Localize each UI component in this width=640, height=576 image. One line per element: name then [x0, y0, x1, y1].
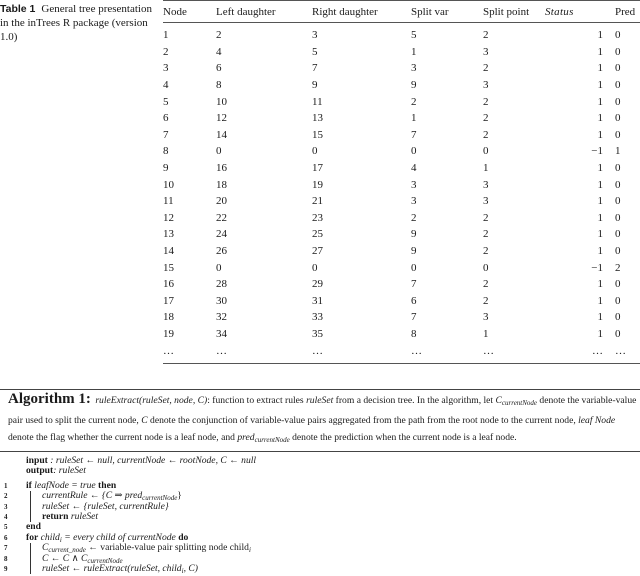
cell-right-daughter: 15	[312, 128, 323, 141]
desc-c: C	[495, 395, 502, 406]
table-row	[163, 93, 640, 110]
code-line-7	[0, 543, 640, 553]
cell-split-var: 9	[411, 79, 417, 92]
header-pred: Pred	[615, 5, 636, 18]
cell-left-daughter: 24	[216, 228, 227, 241]
cell-split-var: 1	[411, 112, 417, 125]
cell-left-daughter: 32	[216, 311, 227, 324]
code-text: ← variable-value pair splitting node child	[85, 542, 249, 554]
cell-pred: 0	[615, 162, 621, 175]
cell-split-var: 2	[411, 211, 417, 224]
table-row	[163, 77, 640, 94]
indent-bar	[30, 502, 31, 512]
cell-right-daughter: 33	[312, 311, 323, 324]
cell-status: 1	[597, 178, 603, 191]
cell-split-var: 7	[411, 278, 417, 291]
code-sub: current_node	[48, 546, 86, 555]
line-number: 9	[4, 564, 8, 573]
cell-node: 7	[163, 128, 169, 141]
cell-node: 10	[163, 178, 174, 191]
cell-node: 19	[163, 327, 174, 340]
table-caption	[0, 2, 152, 44]
cell-left-daughter: 22	[216, 211, 227, 224]
code-sub: i	[59, 535, 62, 544]
table-row	[163, 44, 640, 61]
cell-right-daughter: 29	[312, 278, 323, 291]
line-number: 8	[4, 554, 8, 563]
input-value: : ruleSet ← null, currentNode ← rootNode, C ← null	[47, 455, 257, 466]
caption-text: General tree presentation in the inTrees R package (version 1.0)	[0, 3, 152, 43]
line-number: 6	[4, 533, 8, 542]
keyword-end: end	[26, 521, 41, 533]
algorithm-top-rule	[0, 389, 640, 390]
table-row	[163, 127, 640, 144]
cell-status: 1	[597, 62, 603, 75]
cell-node: 15	[163, 261, 174, 274]
code-text: currentRule ← {C ⇒ pred	[42, 490, 143, 502]
line-number: 1	[4, 481, 8, 490]
cell-status: 1	[597, 112, 603, 125]
table-row	[163, 143, 640, 160]
cell-right-daughter: 23	[312, 211, 323, 224]
cell-pred: 0	[615, 327, 621, 340]
indent-bar	[30, 564, 31, 574]
cell-right-daughter: 0	[312, 145, 318, 158]
cell-split-point: 0	[483, 261, 489, 274]
cell-left-daughter: 12	[216, 112, 227, 125]
cell-split-point: 2	[483, 112, 489, 125]
desc-part: denote the conjunction of variable-value pairs aggregated from the path from the root node to the current node,	[147, 415, 579, 426]
desc-pred-sub: currentNode	[254, 436, 290, 444]
cell-split-var: 3	[411, 62, 417, 75]
desc-part: denote the variable-value pair used to split the current node,	[8, 395, 637, 426]
desc-leaf: leaf Node	[578, 415, 616, 426]
cell-pred: 0	[615, 311, 621, 324]
cell-node: …	[163, 344, 174, 357]
algorithm-mid-rule	[0, 451, 640, 452]
cell-node: 3	[163, 62, 169, 75]
cell-left-daughter: …	[216, 344, 227, 357]
table-row	[163, 60, 640, 77]
code-sub: i	[248, 546, 251, 555]
indent-bar	[30, 491, 31, 501]
cell-pred: …	[615, 344, 626, 357]
cell-pred: 0	[615, 79, 621, 92]
cell-split-point: 2	[483, 245, 489, 258]
cell-split-point: 2	[483, 294, 489, 307]
header-left-daughter: Left daughter	[216, 5, 276, 18]
cell-split-point: 3	[483, 45, 489, 58]
cell-node: 4	[163, 79, 169, 92]
cell-left-daughter: 8	[216, 79, 222, 92]
cell-pred: 0	[615, 294, 621, 307]
cell-right-daughter: …	[312, 344, 323, 357]
cell-node: 14	[163, 245, 174, 258]
cell-node: 9	[163, 162, 169, 175]
cell-status: 1	[597, 211, 603, 224]
desc-c2: C	[141, 415, 148, 426]
cell-right-daughter: 35	[312, 327, 323, 340]
cell-split-var: 6	[411, 294, 417, 307]
cell-status: …	[592, 344, 603, 357]
code-sub: currentNode	[87, 556, 123, 565]
cell-pred: 1	[615, 145, 621, 158]
table-row	[163, 210, 640, 227]
cell-split-var: 8	[411, 327, 417, 340]
cell-left-daughter: 28	[216, 278, 227, 291]
desc-ruleset: ruleSet	[306, 395, 334, 406]
cell-split-var: 3	[411, 178, 417, 191]
code-text: ruleSet ← ruleExtract(ruleSet, child	[42, 562, 182, 574]
cell-right-daughter: 5	[312, 45, 318, 58]
cell-split-point: 1	[483, 162, 489, 175]
cell-split-var: 0	[411, 145, 417, 158]
cell-status: 1	[597, 228, 603, 241]
cell-left-daughter: 6	[216, 62, 222, 75]
desc-part: : function to extract rules	[207, 395, 307, 406]
cell-pred: 0	[615, 95, 621, 108]
cell-left-daughter: 16	[216, 162, 227, 175]
code-text: = every child of currentNode	[61, 531, 179, 543]
cell-pred: 0	[615, 29, 621, 42]
cell-split-point: 2	[483, 62, 489, 75]
cell-left-daughter: 4	[216, 45, 222, 58]
desc-c-sub: currentNode	[501, 399, 538, 407]
code-text: ruleSet ← {ruleSet, currentRule}	[42, 500, 169, 512]
cell-split-point: 2	[483, 95, 489, 108]
cell-pred: 0	[615, 211, 621, 224]
code-text: child	[38, 531, 60, 543]
output-keyword: output	[26, 465, 54, 477]
code-sub: i	[181, 566, 184, 575]
line-number: 2	[4, 492, 8, 501]
keyword-then: then	[98, 479, 117, 491]
cell-split-var: 5	[411, 29, 417, 42]
keyword-return: return	[42, 510, 69, 522]
cell-left-daughter: 18	[216, 178, 227, 191]
cell-status: 1	[597, 311, 603, 324]
header-status: Status	[545, 5, 574, 18]
header-right-daughter: Right daughter	[312, 5, 378, 18]
cell-left-daughter: 0	[216, 145, 222, 158]
cell-pred: 0	[615, 245, 621, 258]
line-number: 3	[4, 502, 8, 511]
table-row	[163, 176, 640, 193]
cell-split-point: 2	[483, 128, 489, 141]
cell-pred: 0	[615, 228, 621, 241]
indent-bar	[30, 554, 31, 564]
cell-node: 11	[163, 195, 174, 208]
cell-node: 16	[163, 278, 174, 291]
code-sub: currentNode	[142, 494, 178, 503]
cell-split-var: 9	[411, 228, 417, 241]
cell-right-daughter: 27	[312, 245, 323, 258]
cell-pred: 0	[615, 45, 621, 58]
table-row	[163, 276, 640, 293]
keyword-for: for	[26, 531, 39, 543]
cell-right-daughter: 7	[312, 62, 318, 75]
desc-part: from a decision tree. In the algorithm, let	[333, 395, 496, 406]
cell-right-daughter: 11	[312, 95, 323, 108]
keyword-if: if	[26, 479, 32, 491]
table-header-row	[163, 1, 640, 23]
desc-part: denote the flag whether the current node is a leaf node, and	[8, 432, 238, 443]
table-row	[163, 309, 640, 326]
table-row	[163, 110, 640, 127]
keyword-do: do	[178, 531, 189, 543]
cell-status: 1	[597, 327, 603, 340]
algorithm-signature: ruleExtract(ruleSet, node, C)	[95, 395, 208, 406]
cell-split-point: 3	[483, 311, 489, 324]
cell-split-point: 1	[483, 327, 489, 340]
line-number: 5	[4, 523, 8, 532]
table-label: Table 1	[0, 3, 36, 15]
desc-part: denote the prediction when the current node is a leaf node.	[289, 432, 517, 443]
cell-split-point: 0	[483, 145, 489, 158]
cell-left-daughter: 30	[216, 294, 227, 307]
cell-split-point: 2	[483, 29, 489, 42]
cell-split-var: 3	[411, 195, 417, 208]
algorithm-input	[0, 456, 640, 466]
tree-table-container	[163, 0, 640, 364]
table-body	[163, 23, 640, 364]
cell-node: 5	[163, 95, 169, 108]
cell-split-var: 1	[411, 45, 417, 58]
cell-status: 1	[597, 245, 603, 258]
cell-node: 1	[163, 29, 169, 42]
cell-status: 1	[597, 45, 603, 58]
cell-node: 6	[163, 112, 169, 125]
line-number: 7	[4, 544, 8, 553]
algorithm-title: Algorithm 1:	[8, 391, 91, 407]
table-row	[163, 160, 640, 177]
cell-left-daughter: 14	[216, 128, 227, 141]
code-text: ruleSet	[68, 510, 99, 522]
indent-bar	[30, 543, 31, 553]
cell-status: −1	[591, 145, 603, 158]
code-line-4	[0, 512, 640, 522]
cell-pred: 0	[615, 195, 621, 208]
cell-right-daughter: 21	[312, 195, 323, 208]
cell-pred: 2	[615, 261, 621, 274]
code-text: }	[177, 490, 182, 502]
algorithm-box	[0, 389, 640, 574]
cell-node: 2	[163, 45, 169, 58]
cell-split-var: 4	[411, 162, 417, 175]
cell-status: 1	[597, 95, 603, 108]
cell-status: −1	[591, 261, 603, 274]
cell-split-var: 0	[411, 261, 417, 274]
cell-split-point: 2	[483, 278, 489, 291]
cell-right-daughter: 9	[312, 79, 318, 92]
line-number: 4	[4, 512, 8, 521]
cell-right-daughter: 13	[312, 112, 323, 125]
cell-node: 18	[163, 311, 174, 324]
table-row	[163, 293, 640, 310]
cell-split-var: 7	[411, 311, 417, 324]
cell-split-point: 3	[483, 79, 489, 92]
cell-split-var: 7	[411, 128, 417, 141]
cell-pred: 0	[615, 128, 621, 141]
cell-node: 8	[163, 145, 169, 158]
cell-node: 13	[163, 228, 174, 241]
code-text: leafNode = true	[31, 479, 99, 491]
cell-split-var: …	[411, 344, 422, 357]
cell-split-var: 2	[411, 95, 417, 108]
header-node: Node	[163, 5, 187, 18]
code-text: , C)	[183, 562, 198, 574]
cell-status: 1	[597, 294, 603, 307]
cell-right-daughter: 17	[312, 162, 323, 175]
cell-right-daughter: 25	[312, 228, 323, 241]
cell-split-point: 3	[483, 178, 489, 191]
cell-split-var: 9	[411, 245, 417, 258]
cell-node: 12	[163, 211, 174, 224]
cell-status: 1	[597, 278, 603, 291]
cell-pred: 0	[615, 178, 621, 191]
algorithm-code	[0, 456, 640, 574]
cell-left-daughter: 34	[216, 327, 227, 340]
cell-pred: 0	[615, 112, 621, 125]
cell-status: 1	[597, 29, 603, 42]
table-row	[163, 342, 640, 363]
cell-left-daughter: 26	[216, 245, 227, 258]
table-row	[163, 193, 640, 210]
cell-right-daughter: 3	[312, 29, 318, 42]
cell-left-daughter: 20	[216, 195, 227, 208]
cell-pred: 0	[615, 278, 621, 291]
algorithm-output	[0, 466, 640, 476]
cell-split-point: 3	[483, 195, 489, 208]
cell-status: 1	[597, 128, 603, 141]
cell-pred: 0	[615, 62, 621, 75]
code-text: C ← C ∧ C	[42, 552, 88, 564]
cell-status: 1	[597, 162, 603, 175]
cell-right-daughter: 31	[312, 294, 323, 307]
cell-right-daughter: 19	[312, 178, 323, 191]
table-row	[163, 326, 640, 343]
cell-status: 1	[597, 195, 603, 208]
cell-left-daughter: 10	[216, 95, 227, 108]
table-row	[163, 243, 640, 260]
header-split-var: Split var	[411, 5, 449, 18]
table-row	[163, 226, 640, 243]
cell-right-daughter: 0	[312, 261, 318, 274]
cell-status: 1	[597, 79, 603, 92]
algorithm-description	[0, 391, 640, 449]
input-keyword: input	[26, 455, 48, 466]
desc-pred: pred	[237, 432, 255, 443]
header-split-point: Split point	[483, 5, 530, 18]
cell-left-daughter: 2	[216, 29, 222, 42]
code-line-9	[0, 564, 640, 574]
cell-left-daughter: 0	[216, 261, 222, 274]
cell-split-point: 2	[483, 228, 489, 241]
output-value: : ruleSet	[53, 465, 86, 477]
cell-split-point: 2	[483, 211, 489, 224]
code-text: C	[42, 542, 49, 554]
table-row	[163, 259, 640, 276]
cell-node: 17	[163, 294, 174, 307]
tree-table	[163, 0, 640, 364]
cell-split-point: …	[483, 344, 494, 357]
table-row	[163, 23, 640, 44]
